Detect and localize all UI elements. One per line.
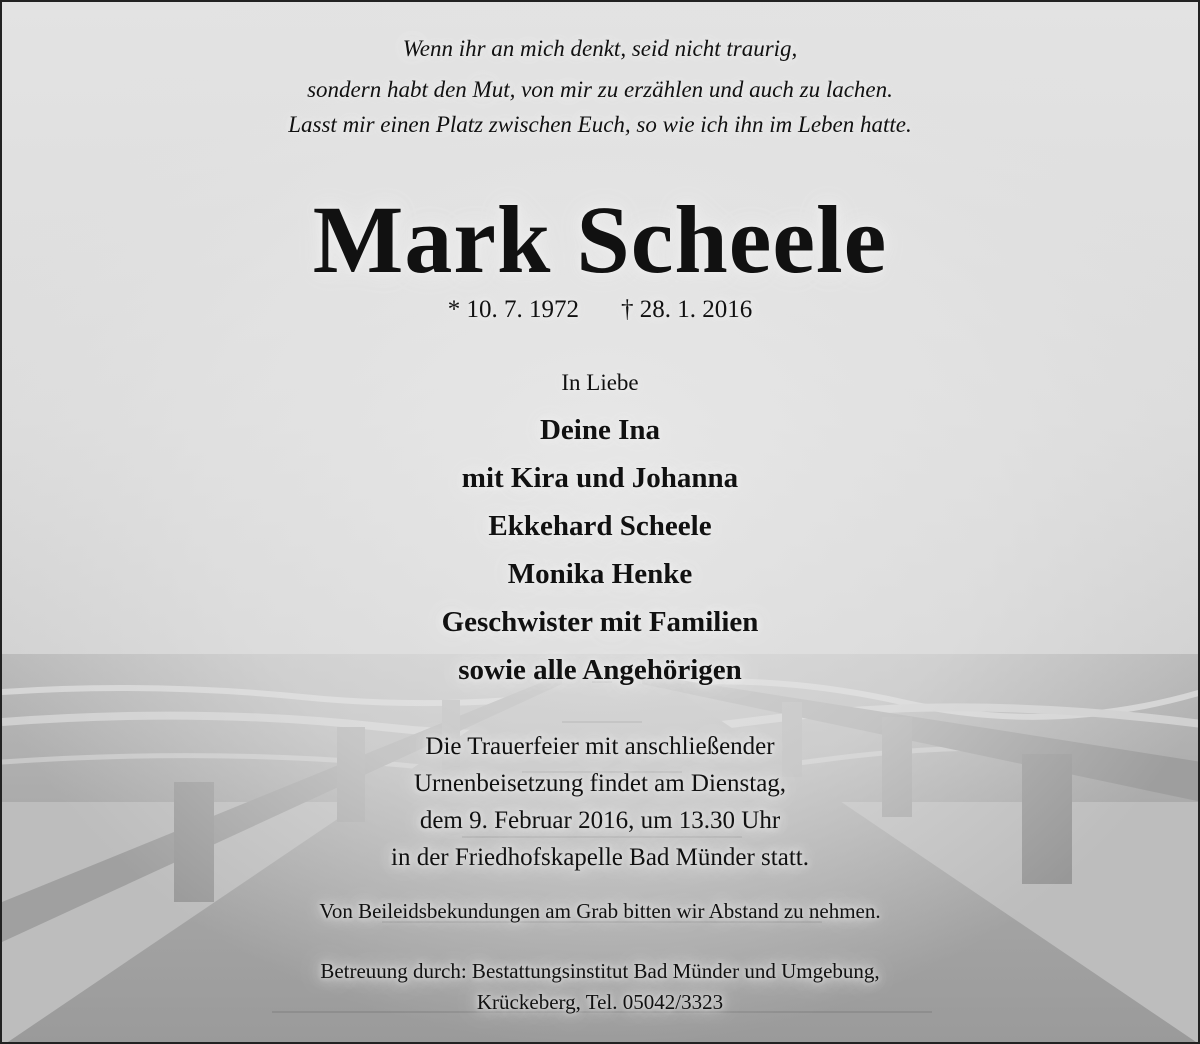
deceased-name: Mark Scheele [312,186,888,293]
family-line-2: mit Kira und Johanna [461,462,739,494]
verse-line-2: sondern habt den Mut, von mir zu erzählen und auch zu lachen. [307,77,893,102]
ceremony-line-2: Urnenbeisetzung findet am Dienstag, [413,770,787,797]
ceremony-line-3: dem 9. Februar 2016, um 13.30 Uhr [419,807,781,834]
family-line-1: Deine Ina [539,414,661,446]
verse-line-1: Wenn ihr an mich denkt, seid nicht traurig, [402,36,798,61]
condolence-note: Von Beileidsbekundungen am Grab bitten wir Abstand zu nehmen. [319,899,881,923]
birth-date: * 10. 7. 1972 [447,296,579,323]
death-date: † 28. 1. 2016 [621,296,753,323]
love-line: In Liebe [561,370,639,395]
ceremony-line-4: in der Friedhofskapelle Bad Münder statt. [391,844,809,871]
life-dates [2,290,1198,330]
undertaker-line-2: Krückeberg, Tel. 05042/3323 [476,990,724,1014]
ceremony-line-1: Die Trauerfeier mit anschließender [425,733,775,760]
family-line-4: Monika Henke [507,558,693,590]
undertaker-line-1: Betreuung durch: Bestattungsinstitut Bad Münder und Umgebung, [320,959,880,983]
family-line-6: sowie alle Angehörigen [458,654,742,686]
verse-line-3: Lasst mir einen Platz zwischen Euch, so wie ich ihn im Leben hatte. [288,112,912,137]
family-line-5: Geschwister mit Familien [441,606,759,638]
family-line-3: Ekkehard Scheele [488,510,712,542]
